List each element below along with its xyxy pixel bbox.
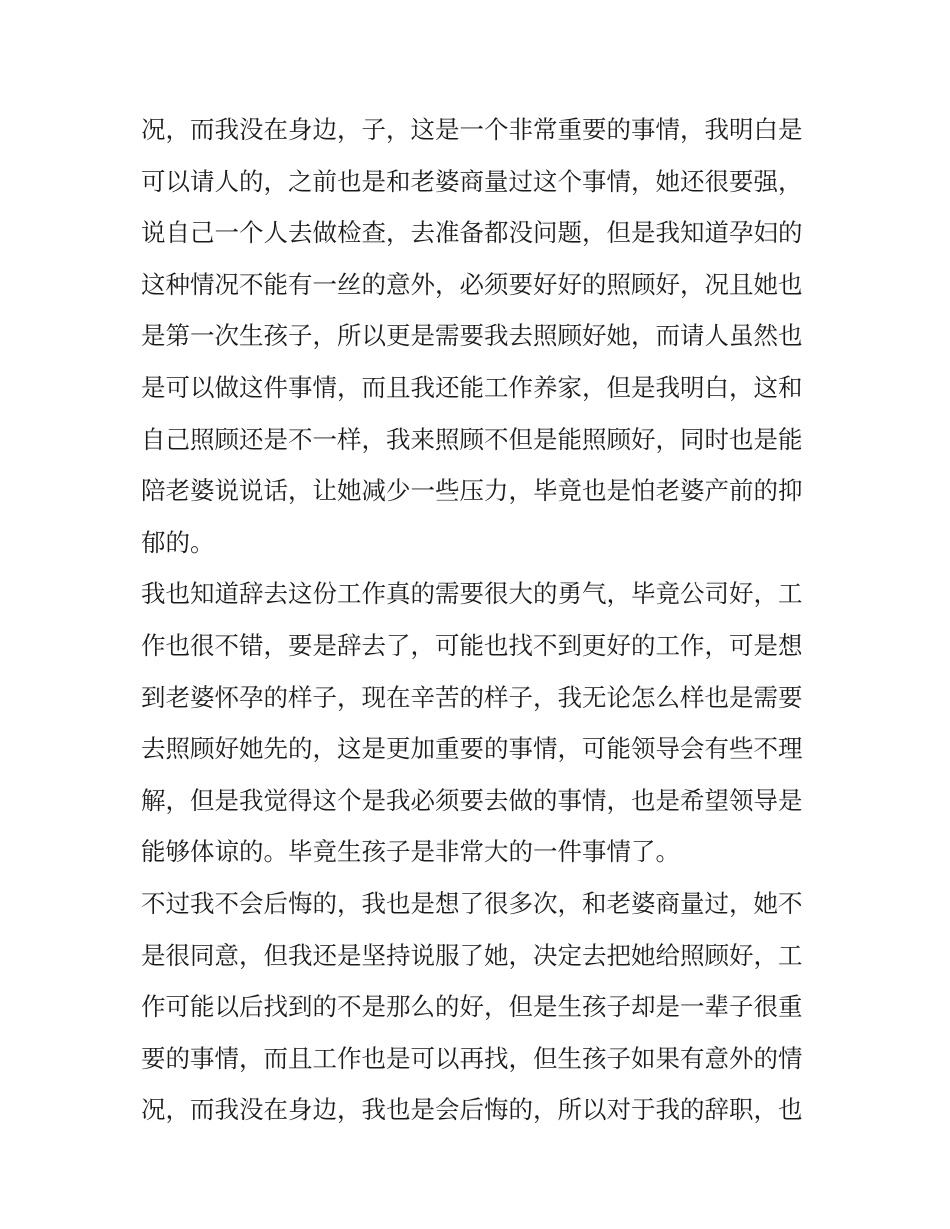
text-line: 能够体谅的。毕竟生孩子是非常大的一件事情了。 (141, 837, 680, 867)
text-line: 是很同意，但我还是坚持说服了她，决定去把她给照顾好，工 (141, 940, 803, 970)
document-body (141, 108, 813, 1140)
text-line: 要的事情，而且工作也是可以再找，但生孩子如果有意外的情 (141, 1043, 803, 1073)
text-line: 是可以做这件事情，而且我还能工作养家，但是我明白，这和 (141, 372, 803, 402)
text-line: 郁的。 (141, 527, 215, 557)
paragraph-1 (141, 108, 813, 572)
text-line: 不过我不会后悔的，我也是想了很多次，和老婆商量过，她不 (141, 888, 803, 918)
text-line: 说自己一个人去做检查，去准备都没问题，但是我知道孕妇的 (141, 218, 803, 248)
text-line: 到老婆怀孕的样子，现在辛苦的样子，我无论怎么样也是需要 (141, 682, 803, 712)
text-line: 去照顾好她先的，这是更加重要的事情，可能领导会有些不理 (141, 734, 803, 764)
text-line: 可以请人的，之前也是和老婆商量过这个事情，她还很要强， (141, 166, 803, 196)
text-line: 陪老婆说说话，让她减少一些压力，毕竟也是怕老婆产前的抑 (141, 476, 803, 506)
paragraph-2 (141, 572, 813, 882)
text-line: 这种情况不能有一丝的意外，必须要好好的照顾好，况且她也 (141, 269, 803, 299)
paragraph-3 (141, 882, 813, 1140)
text-line: 况，而我没在身边，我也是会后悔的，所以对于我的辞职，也 (141, 1095, 803, 1125)
text-line: 作也很不错，要是辞去了，可能也找不到更好的工作，可是想 (141, 630, 803, 660)
text-line: 况，而我没在身边，子，这是一个非常重要的事情，我明白是 (141, 115, 803, 144)
text-line: 解，但是我觉得这个是我必须要去做的事情，也是希望领导是 (141, 785, 803, 815)
text-line: 作可能以后找到的不是那么的好，但是生孩子却是一辈子很重 (141, 992, 803, 1022)
text-line: 自己照顾还是不一样，我来照顾不但是能照顾好，同时也是能 (141, 424, 803, 454)
text-line: 我也知道辞去这份工作真的需要很大的勇气，毕竟公司好，工 (141, 579, 803, 609)
text-line: 是第一次生孩子，所以更是需要我去照顾好她，而请人虽然也 (141, 321, 803, 351)
